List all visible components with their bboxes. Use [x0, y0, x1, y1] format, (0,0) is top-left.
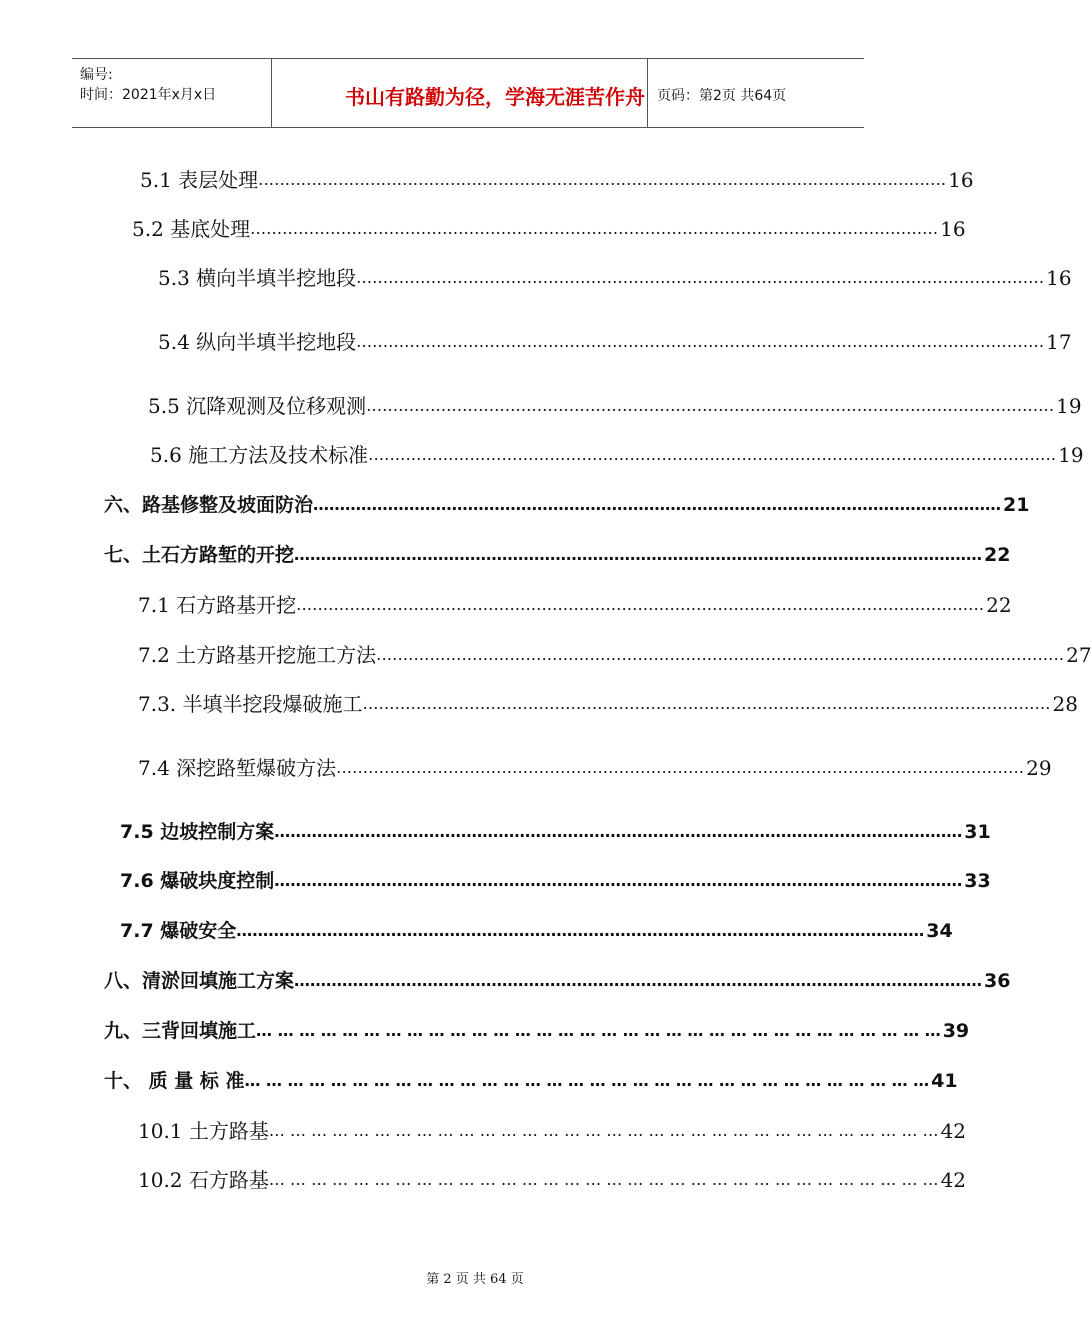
toc-entry-page: 39: [942, 1020, 970, 1042]
header-divider: [647, 59, 648, 127]
toc-entry[interactable]: [120, 818, 991, 846]
toc-entry[interactable]: [158, 328, 1072, 356]
toc-entry-page: 21: [1003, 494, 1030, 516]
toc-entry[interactable]: [120, 867, 991, 895]
toc-entry-page: 42: [940, 1168, 967, 1192]
toc-leader-dots: …………………………………………………………………………………………………………………: [362, 694, 1051, 713]
toc-entry-label: 7.6 爆破块度控制: [120, 870, 275, 892]
toc-entry[interactable]: [120, 917, 953, 945]
toc-entry[interactable]: [150, 441, 1084, 469]
toc-leader-dots: …………………………………………………………………………………………………………………: [376, 645, 1065, 664]
toc-entry-page: 42: [940, 1119, 967, 1143]
toc-leader-dots: …………………………………………………………………………………………………………………: [313, 495, 1002, 514]
toc-entry-label: 5.3 横向半填半挖地段: [158, 266, 357, 290]
toc-entry[interactable]: [138, 641, 1092, 669]
toc-leader-dots: …………………………………………………………………………………………………………………: [274, 871, 963, 890]
toc-entry[interactable]: [132, 215, 966, 243]
header-number-label: 编号:: [80, 67, 113, 83]
page-footer: 第 2 页 共 64 页: [426, 1272, 524, 1287]
toc-leader-dots: …………………………………………………………………………………………………………………: [366, 396, 1055, 415]
toc-entry-page: 19: [1058, 443, 1084, 467]
toc-entry-page: 16: [948, 168, 974, 192]
toc-entry-label: 7.3. 半填半挖段爆破施工: [138, 692, 363, 716]
toc-entry[interactable]: [138, 1166, 967, 1194]
toc-entry-label: 5.4 纵向半填半挖地段: [158, 330, 357, 354]
toc-entry-page: 29: [1026, 756, 1052, 780]
toc-entry-page: 19: [1056, 394, 1082, 418]
toc-entry-label: 10.2 石方路基: [138, 1168, 269, 1192]
toc-leader-dots: …………………………………………………………………………………………………………………: [294, 545, 983, 564]
toc-entry[interactable]: [158, 264, 1072, 292]
toc-entry[interactable]: [138, 591, 1012, 619]
header-time-label: 时间：2021年x月x日: [80, 87, 217, 103]
toc-leader-dots: … … … … … … … … … … … … … … … … … … … … … … … … … … … … … … … …: [256, 1021, 941, 1040]
toc-entry-label: 七、土石方路堑的开挖: [104, 544, 295, 566]
page-header: [72, 58, 864, 128]
toc-entry-page: 41: [931, 1070, 958, 1092]
toc-entry-page: 36: [984, 970, 1011, 992]
toc-entry[interactable]: [140, 166, 974, 194]
toc-entry[interactable]: [138, 1117, 967, 1145]
toc-entry-label: 六、路基修整及坡面防治: [104, 494, 314, 516]
toc-entry-page: 31: [964, 821, 991, 843]
toc-entry-page: 16: [1046, 266, 1072, 290]
toc-entry-label: 7.2 土方路基开挖施工方法: [138, 643, 377, 667]
toc-entry-page: 33: [964, 870, 991, 892]
toc-entry[interactable]: [104, 491, 1030, 519]
toc-entry-page: 22: [984, 544, 1011, 566]
toc-leader-dots: …………………………………………………………………………………………………………………: [296, 595, 985, 614]
header-meta: [80, 65, 216, 105]
toc-leader-dots: … … … … … … … … … … … … … … … … … … … … … … … … … … … … … … … …: [268, 1170, 939, 1189]
toc-entry-label: 7.4 深挖路堑爆破方法: [138, 756, 337, 780]
toc-entry[interactable]: [104, 541, 1011, 569]
toc-entry-page: 34: [926, 920, 953, 942]
toc-leader-dots: …………………………………………………………………………………………………………………: [356, 268, 1045, 287]
toc-entry-label: 5.6 施工方法及技术标准: [150, 443, 369, 467]
toc-leader-dots: …………………………………………………………………………………………………………………: [250, 219, 939, 238]
toc-entry-page: 22: [986, 593, 1012, 617]
toc-entry-label: 7.7 爆破安全: [120, 920, 237, 942]
toc-leader-dots: …………………………………………………………………………………………………………………: [294, 971, 983, 990]
toc-entry-label: 八、清淤回填施工方案: [104, 970, 295, 992]
toc-leader-dots: …………………………………………………………………………………………………………………: [368, 445, 1057, 464]
toc-entry-label: 7.5 边坡控制方案: [120, 821, 275, 843]
toc-leader-dots: … … … … … … … … … … … … … … … … … … … … … … … … … … … … … … … …: [244, 1071, 930, 1090]
toc-leader-dots: …………………………………………………………………………………………………………………: [258, 170, 947, 189]
toc-entry[interactable]: [138, 690, 1078, 718]
toc-leader-dots: …………………………………………………………………………………………………………………: [274, 822, 963, 841]
toc-leader-dots: …………………………………………………………………………………………………………………: [356, 332, 1045, 351]
toc-leader-dots: … … … … … … … … … … … … … … … … … … … … … … … … … … … … … … … …: [268, 1121, 939, 1140]
toc-entry[interactable]: [148, 392, 1082, 420]
toc-entry-label: 7.1 石方路基开挖: [138, 593, 297, 617]
toc-entry-page: 27: [1066, 643, 1092, 667]
toc-entry-label: 5.2 基底处理: [132, 217, 251, 241]
toc-entry[interactable]: [138, 754, 1052, 782]
toc-entry-label: 5.5 沉降观测及位移观测: [148, 394, 367, 418]
toc-entry-label: 十、 质 量 标 准: [104, 1070, 245, 1092]
toc-entry-label: 10.1 土方路基: [138, 1119, 269, 1143]
toc-entry-label: 九、三背回填施工: [104, 1020, 257, 1042]
toc-entry[interactable]: [104, 967, 1011, 995]
toc-entry-label: 5.1 表层处理: [140, 168, 259, 192]
toc-leader-dots: …………………………………………………………………………………………………………………: [236, 921, 925, 940]
toc-entry[interactable]: [104, 1067, 958, 1095]
toc-entry-page: 17: [1046, 330, 1072, 354]
toc-entry-page: 28: [1052, 692, 1078, 716]
toc-entry-page: 16: [940, 217, 966, 241]
toc-leader-dots: …………………………………………………………………………………………………………………: [336, 758, 1025, 777]
toc-entry[interactable]: [104, 1017, 970, 1045]
header-page-info: 页码：第2页 共64页: [657, 88, 787, 104]
header-motto: 书山有路勤为径，学海无涯苦作舟: [345, 85, 645, 109]
